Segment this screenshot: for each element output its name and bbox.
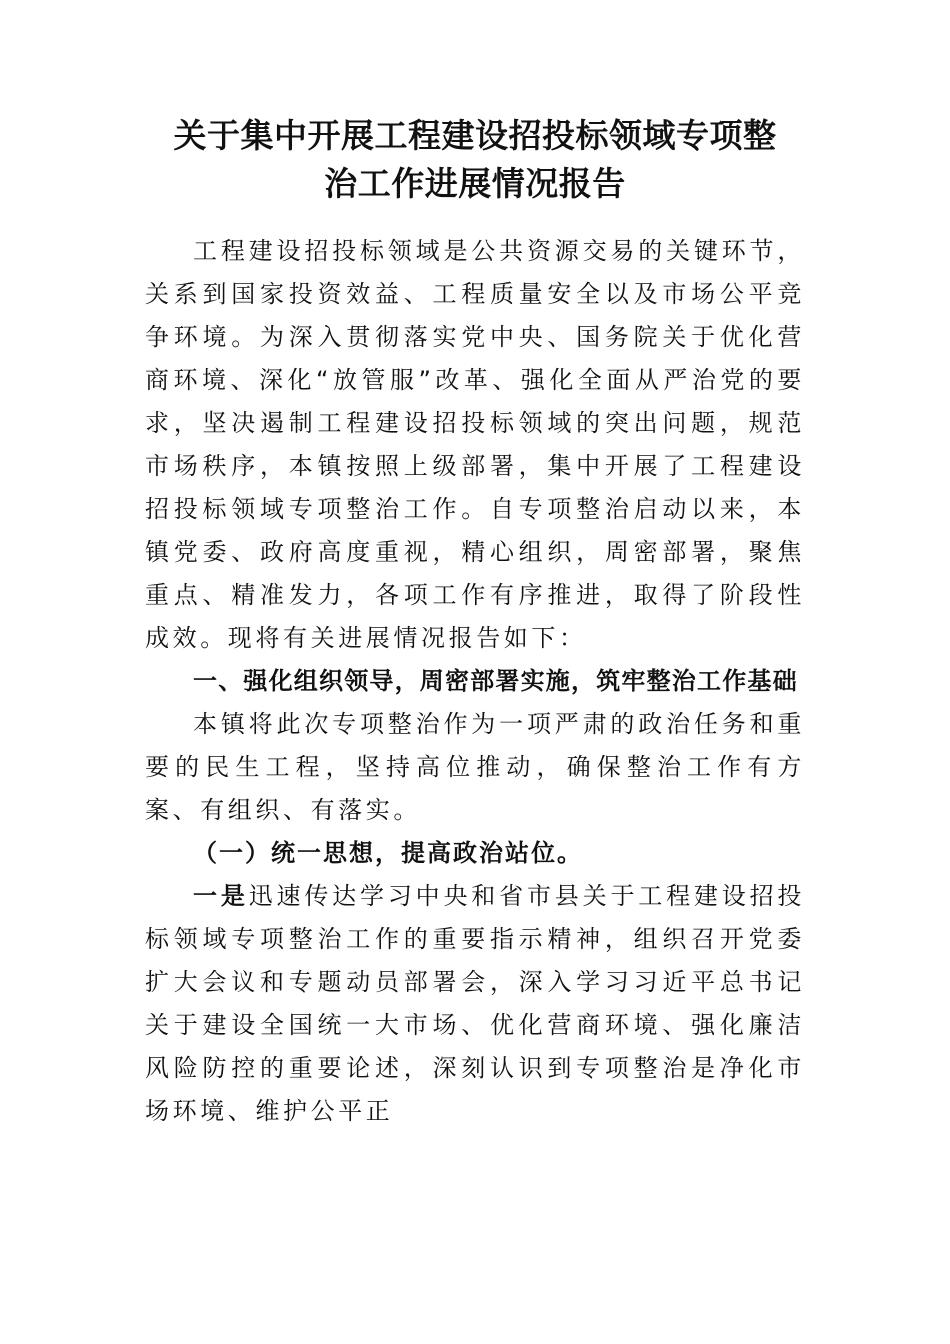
point-1-paragraph [145, 875, 805, 1133]
title-line-1: 关于集中开展工程建设招投标领域专项整 [173, 116, 777, 155]
subsection-heading-1: （一）统一思想，提高政治站位。 [193, 839, 583, 867]
point-text: 迅速传达学习中央和省市县关于工程建设招投标领域专项整治工作的重要指示精神，组织召开党委扩大会议和专题动员部署会，深入学习习近平总书记关于建设全国统一大市场、优化营商环境、强化廉洁风险防控的重要论述，深刻认识到专项整治是净化市场环境、维护公平正 [145, 882, 806, 1125]
title-line-2: 治工作进展情况报告 [324, 164, 626, 203]
intro-paragraph: 工程建设招投标领域是公共资源交易的关键环节，关系到国家投资效益、工程质量安全以及市场公平竞争环境。为深入贯彻落实党中央、国务院关于优化营商环境、深化“放管服”改革、强化全面从严治党的要求，坚决遏制工程建设招投标领域的突出问题，规范市场秩序，本镇按照上级部署，集中开展了工程建设招投标领域专项整治工作。自专项整治启动以来，本镇党委、政府高度重视，精心组织，周密部署，聚焦重点、精准发力，各项工作有序推进，取得了阶段性成效。现将有关进展情况报告如下： [145, 237, 805, 652]
section-heading-1: 一、强化组织领导，周密部署实施，筑牢整治工作基础 [193, 667, 798, 695]
document-body [145, 230, 805, 1133]
section-1-paragraph: 本镇将此次专项整治作为一项严肃的政治任务和重要的民生工程，坚持高位推动，确保整治工作有方案、有组织、有落实。 [145, 710, 805, 824]
point-lead: 一是 [193, 882, 249, 910]
document-title [145, 112, 805, 208]
